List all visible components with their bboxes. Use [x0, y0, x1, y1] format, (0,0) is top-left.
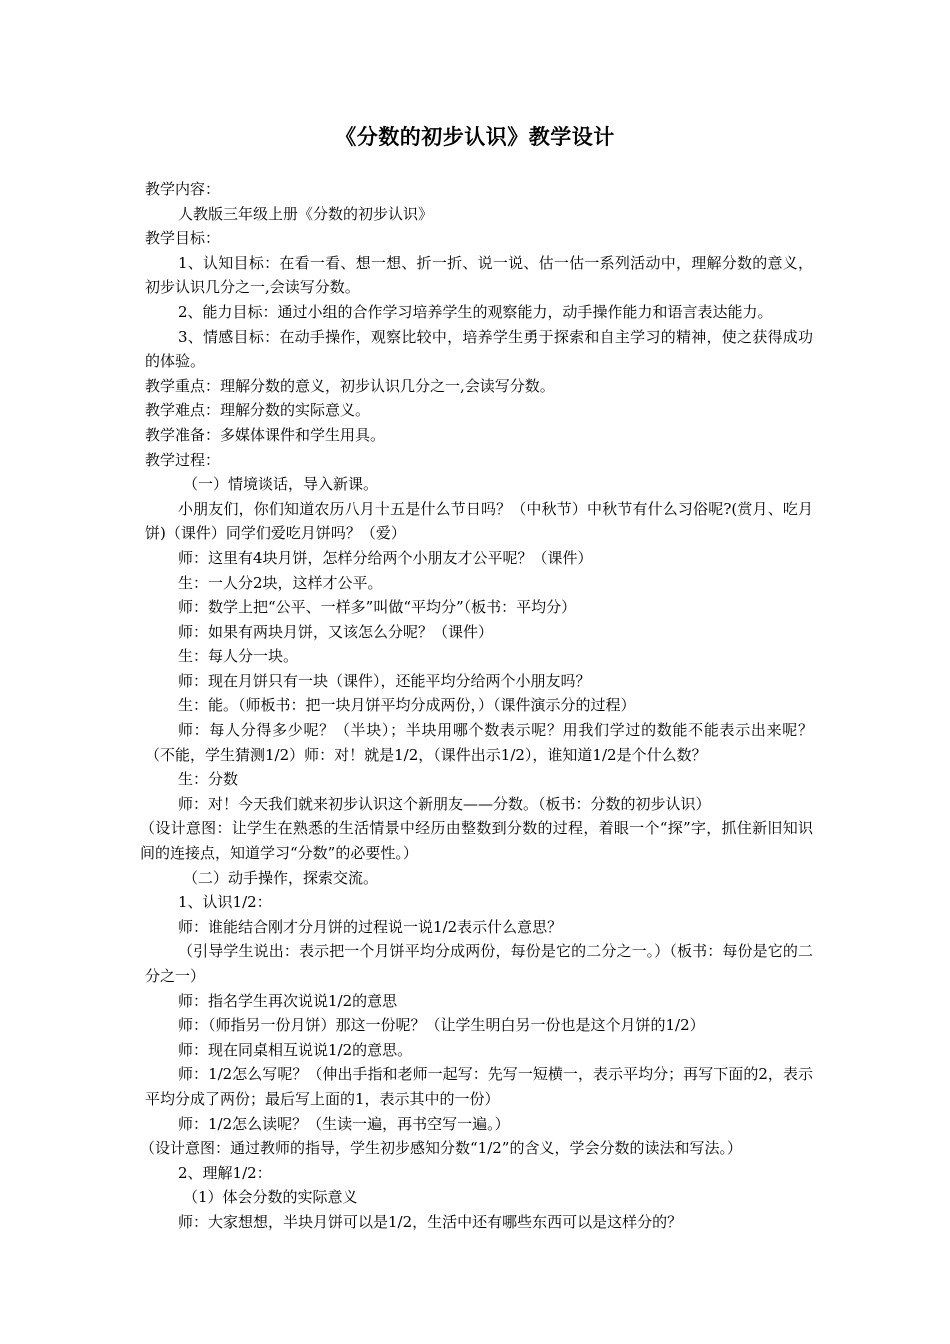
paragraph: 师：现在月饼只有一块（课件），还能平均分给两个小朋友吗？: [178, 671, 591, 690]
paragraph: （一）情境谈话，导入新课。: [183, 475, 379, 494]
paragraph: 生：能。（师板书：把一块月饼平均分成两份，）（课件演示分的过程）: [178, 696, 636, 715]
paragraph: 师：大家想想，半块月饼可以是1/2，生活中还有哪些东西可以是这样分的？: [178, 1212, 683, 1231]
paragraph: 师：1/2怎么读呢？（生读一遍，再书空写一遍。）: [178, 1114, 510, 1133]
paragraph: 教学内容：: [145, 180, 221, 198]
paragraph: 师：数学上把“公平、一样多”叫做“平均分”（板书：平均分）: [178, 598, 577, 617]
paragraph: 教学目标：: [145, 229, 221, 248]
paragraph: 小朋友们，你们知道农历八月十五是什么节日吗？（中秋节）中秋节有什么习俗呢?(赏月、吃月饼)（课件）同学们爱吃月饼吗？（爱）: [145, 499, 813, 543]
paragraph: （引导学生说出：表示把一个月饼平均分成两份，每份是它的二分之一。）（板书：每份是它的二分之一）: [145, 942, 813, 985]
paragraph: 2、理解1/2：: [178, 1163, 272, 1182]
paragraph: 师：谁能结合刚才分月饼的过程说一说1/2表示什么意思？: [178, 917, 563, 936]
paragraph: 教学重点：理解分数的意义，初步认识几分之一,会读写分数。: [145, 376, 555, 395]
paragraph: 师：（师指另一份月饼）那这一份呢？（让学生明白另一份也是这个月饼的1/2）: [178, 1016, 705, 1035]
paragraph: 师：现在同桌相互说说1/2的意思。: [178, 1040, 413, 1059]
paragraph: 教学过程：: [145, 450, 221, 469]
paragraph: 师：每人分得多少呢？（半块）；半块用哪个数表示呢？用我们学过的数能不能表示出来呢？（不能，学生猜测1/2）师：对！就是1/2，（课件出示1/2），谁知道1/2是个什么数？: [145, 721, 813, 764]
paragraph: 生：分数: [178, 770, 239, 789]
paragraph: 师：指名学生再次说说1/2的意思: [178, 991, 398, 1010]
paragraph: 1、认识1/2：: [178, 893, 272, 912]
paragraph: 1、认知目标：在看一看、想一想、折一折、说一说、估一估一系列活动中，理解分数的意义，初步认识几分之一,会读写分数。: [145, 253, 813, 297]
paragraph: 2、能力目标：通过小组的合作学习培养学生的观察能力，动手操作能力和语言表达能力。: [178, 302, 773, 321]
paragraph: （1）体会分数的实际意义: [183, 1188, 358, 1207]
paragraph: 人教版三年级上册《分数的初步认识》: [178, 204, 434, 223]
document-title: 《分数的初步认识》教学设计: [335, 124, 615, 149]
paragraph: 师：对！今天我们就来初步认识这个新朋友——分数。（板书：分数的初步认识）: [178, 794, 711, 813]
paragraph: （二）动手操作，探索交流。: [183, 868, 379, 887]
paragraph: 师：如果有两块月饼，又该怎么分呢？（课件）: [178, 622, 494, 641]
paragraph: 教学难点：理解分数的实际意义。: [145, 401, 371, 420]
paragraph: 师：1/2怎么写呢？（伸出手指和老师一起写：先写一短横一，表示平均分；再写下面的2，表示平均分成了两份；最后写上面的1，表示其中的一份）: [145, 1065, 813, 1108]
document-body: [140, 177, 813, 1235]
paragraph: 师：这里有4块月饼，怎样分给两个小朋友才公平呢？（课件）: [178, 548, 593, 567]
paragraph: 3、情感目标：在动手操作，观察比较中，培养学生勇于探索和自主学习的精神，使之获得成功的体验。: [145, 327, 813, 371]
paragraph: （设计意图：通过教师的指导，学生初步感知分数“1/2”的含义，学会分数的读法和写法。）: [140, 1139, 742, 1158]
paragraph: （设计意图：让学生在熟悉的生活情景中经历由整数到分数的过程，着眼一个“探”字，抓住新旧知识间的连接点，知道学习“分数”的必要性。）: [140, 819, 813, 863]
paragraph: 生：一人分2块，这样才公平。: [178, 573, 383, 592]
paragraph: 生：每人分一块。: [178, 647, 299, 666]
paragraph: 教学准备：多媒体课件和学生用具。: [145, 425, 386, 444]
